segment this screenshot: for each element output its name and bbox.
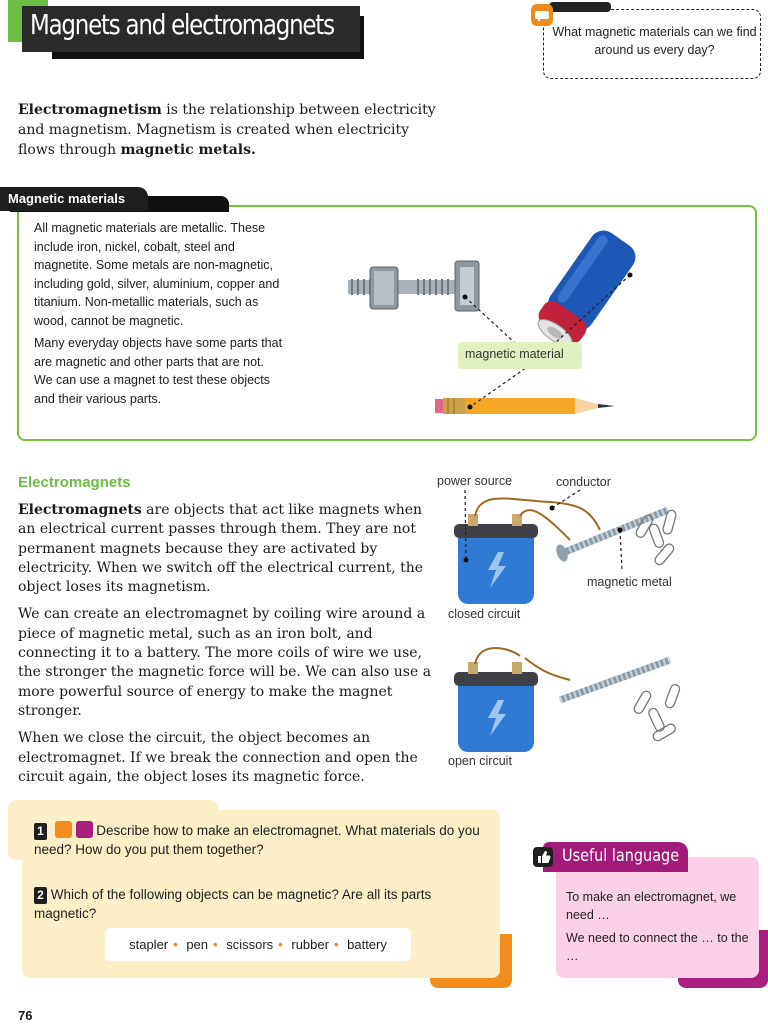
question-bubble-tab (549, 2, 611, 12)
paperclips-open (633, 683, 681, 742)
question-text: What magnetic materials can we find around us every day? (552, 25, 757, 57)
electromagnets-text (18, 501, 438, 795)
paragraph: Many everyday objects have some parts that are magnetic and other parts that are not. We can use a magnet to test these objects and their various parts. (34, 336, 283, 406)
closed-circuit-screw (554, 510, 668, 563)
pencil-image (435, 398, 615, 414)
section-heading: Electromagnets (18, 474, 131, 491)
callout-label: magnetic material (465, 347, 564, 361)
word-item: pen (186, 937, 209, 952)
question-number: 1 (34, 823, 47, 840)
speech-bubble-icon (531, 4, 553, 26)
question-text: Which of the following objects can be magnetic? Are all its parts magnetic? (34, 887, 432, 921)
battery-image (530, 225, 641, 354)
word-item: stapler (129, 937, 169, 952)
open-circuit-battery (454, 662, 538, 752)
question-number: 2 (34, 887, 47, 904)
thumbs-up-icon (76, 821, 93, 838)
paragraph: We can create an electromagnet by coiling wire around a piece of magnetic metal, such as an iron bolt, and connecting it to a battery. The more coils of wire we use, the stronger the magnetic force will be. We can also use a more powerful source of energy to make the magnet stronger. (18, 606, 432, 719)
magnetic-materials-illustration (330, 215, 730, 435)
useful-language-text (566, 888, 751, 970)
pair-work-icon (55, 821, 72, 838)
label-power-source: power source (437, 474, 513, 488)
word-item: rubber (291, 937, 329, 952)
label-closed-circuit: closed circuit (448, 607, 521, 621)
intro-paragraph (18, 100, 438, 160)
paragraph: When we close the circuit, the object becomes an electromagnet. If we break the connection and open the circuit again, the object loses its magnetic force. (18, 730, 418, 785)
word-box: stapler • pen • scissors • rubber • battery (105, 928, 411, 961)
question-text: Describe how to make an electromagnet. What materials do you need? How do you put them together? (34, 823, 480, 857)
word-item: battery (347, 937, 387, 952)
thumbs-up-icon (533, 847, 553, 867)
page-number: 76 (18, 1008, 33, 1023)
section-label: Magnetic materials (8, 191, 126, 206)
magnetic-materials-text (34, 219, 284, 412)
label-magnetic-metal: magnetic metal (587, 575, 672, 589)
label-open-circuit: open circuit (448, 754, 512, 768)
term: Electromagnets (18, 502, 142, 518)
word-item: scissors (226, 937, 274, 952)
exercise-question-1 (34, 821, 484, 859)
phrase: We need to connect the … to the … (566, 931, 749, 963)
intro-text: is the relationship between electricity and magnetism. Magnetism is created when electricity flows through (18, 102, 436, 158)
paragraph: All magnetic materials are metallic. These include iron, nickel, cobalt, steel and magnetite. Some metals are non-magnetic, including gold, silver, aluminium, copper and titanium. Non-metallic materials, such as wood, cannot be magnetic. (34, 221, 280, 328)
phrase: To make an electromagnet, we need … (566, 890, 737, 922)
paragraph (18, 501, 438, 597)
useful-language-title: Useful language (562, 846, 680, 866)
intro-term: Electromagnetism (18, 102, 162, 118)
bolt-image (348, 261, 479, 311)
page-title: Magnets and electromagnets (30, 8, 334, 41)
open-circuit-screw (560, 660, 670, 700)
label-conductor: conductor (556, 475, 611, 489)
intro-term-2: magnetic metals. (120, 142, 256, 158)
paragraph-text: are objects that act like magnets when an electrical current passes through them. They are not permanent magnets because they are activated by electricity. When we switch off the electrical current, the object loses its magnetism. (18, 502, 424, 596)
exercise-question-2 (34, 885, 484, 923)
